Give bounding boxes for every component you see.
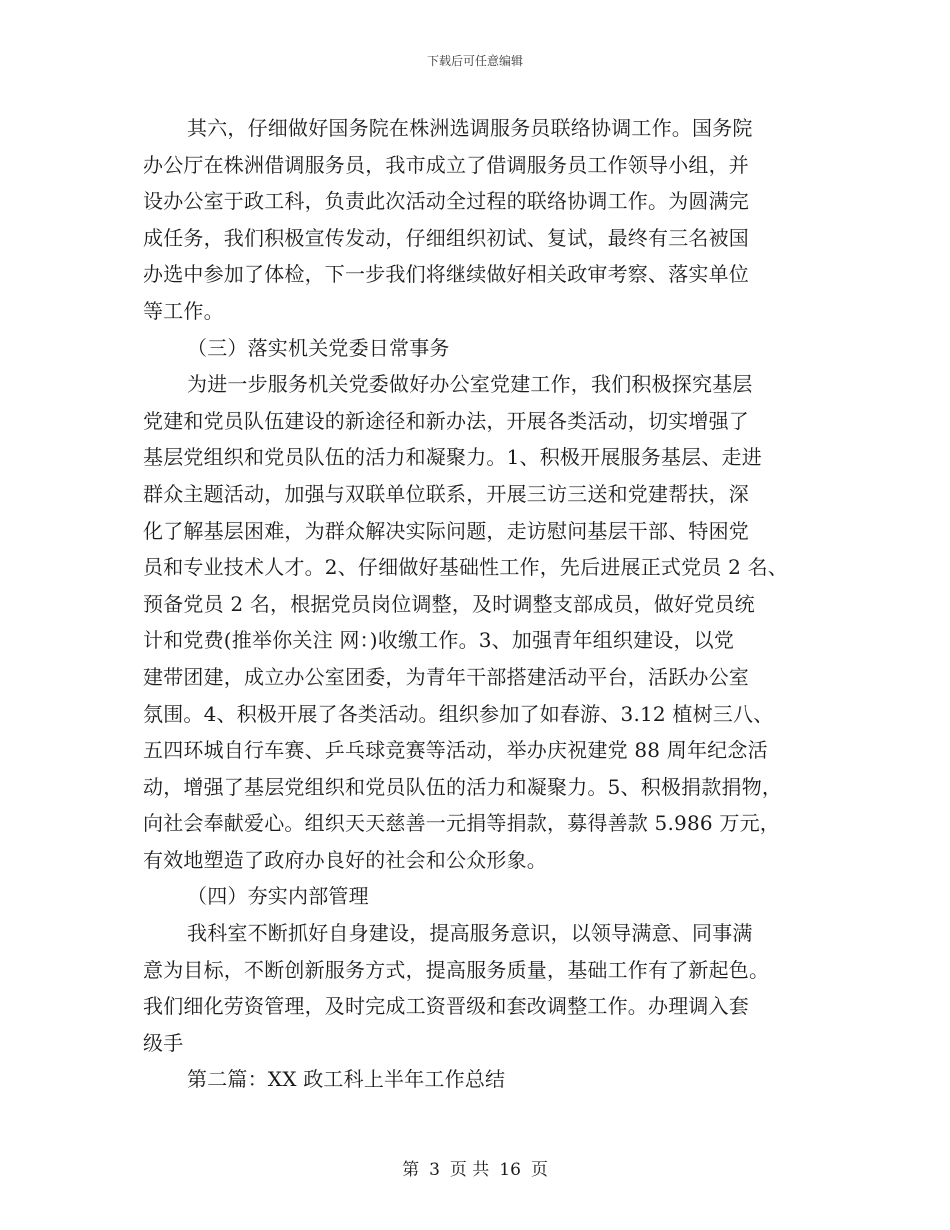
- text-line: 员和专业技术人才。2、仔细做好基础性工作，先后进展正式党员 2 名、: [143, 555, 788, 580]
- footer-prefix: 第: [402, 1160, 420, 1180]
- text-line: 基层党组织和党员队伍的活力和凝聚力。1、积极开展服务基层、走进: [143, 445, 762, 470]
- text-line: 第二篇：XX 政工科上半年工作总结: [187, 1067, 506, 1092]
- text-line: 动，增强了基层党组织和党员队伍的活力和凝聚力。5、积极捐款捐物，: [143, 774, 783, 799]
- text-line: 我科室不断抓好自身建设，提高服务意识，以领导满意、同事满: [187, 921, 753, 946]
- page-header: 下载后可任意编辑: [426, 54, 523, 68]
- text-line: 向社会奉献爱心。组织天天慈善一元捐等捐款，募得善款 5.986 万元，: [143, 811, 780, 836]
- footer-page-number: 3: [429, 1160, 440, 1180]
- text-line: 成任务，我们积极宣传发动，仔细组织初试、复试，最终有三名被国: [143, 225, 749, 250]
- text-line: 办选中参加了体检，下一步我们将继续做好相关政审考察、落实单位: [143, 262, 749, 287]
- text-line: 为进一步服务机关党委做好办公室党建工作，我们积极探究基层: [187, 372, 753, 397]
- text-line: 预备党员 2 名，根据党员岗位调整，及时调整支部成员，做好党员统: [143, 591, 755, 616]
- text-line: 群众主题活动，加强与双联单位联系，开展三访三送和党建帮扶，深: [143, 481, 749, 506]
- text-line: 有效地塑造了政府办良好的社会和公众形象。: [143, 847, 547, 872]
- text-line: 党建和党员队伍建设的新途径和新办法，开展各类活动，切实增强了: [143, 408, 749, 433]
- text-line: （四）夯实内部管理: [187, 884, 369, 909]
- footer-suffix: 页: [530, 1160, 548, 1180]
- text-line: 办公厅在株洲借调服务员，我市成立了借调服务员工作领导小组，并: [143, 152, 749, 177]
- text-line: 意为目标，不断创新服务方式，提高服务质量，基础工作有了新起色。: [143, 957, 770, 982]
- text-line: 建带团建，成立办公室团委，为青年干部搭建活动平台，活跃办公室: [143, 664, 749, 689]
- text-line: 五四环城自行车赛、乒乓球竞赛等活动，举办庆祝建党 88 周年纪念活: [143, 738, 768, 763]
- page-footer: [0, 1155, 950, 1180]
- document-body: [143, 110, 823, 1098]
- text-line: 级手: [143, 1030, 184, 1055]
- text-line: 计和党费(推举你关注 网：)收缴工作。3、加强青年组织建设，以党: [143, 628, 735, 653]
- text-line: 氛围。4、积极开展了各类活动。组织参加了如春游、3.12 植树三八、: [143, 701, 774, 726]
- footer-total-pages: 16: [499, 1160, 521, 1180]
- text-line: 设办公室于政工科，负责此次活动全过程的联络协调工作。为圆满完: [143, 189, 749, 214]
- text-line: 其六，仔细做好国务院在株洲选调服务员联络协调工作。国务院: [187, 116, 753, 140]
- text-line: 化了解基层困难，为群众解决实际问题，走访慰问基层干部、特困党: [143, 518, 749, 543]
- text-line: （三）落实机关党委日常事务: [187, 335, 450, 360]
- text-line: 等工作。: [143, 298, 224, 323]
- text-line: 我们细化劳资管理，及时完成工资晋级和套改调整工作。办理调入套: [143, 994, 749, 1019]
- footer-middle: 页 共: [449, 1160, 490, 1180]
